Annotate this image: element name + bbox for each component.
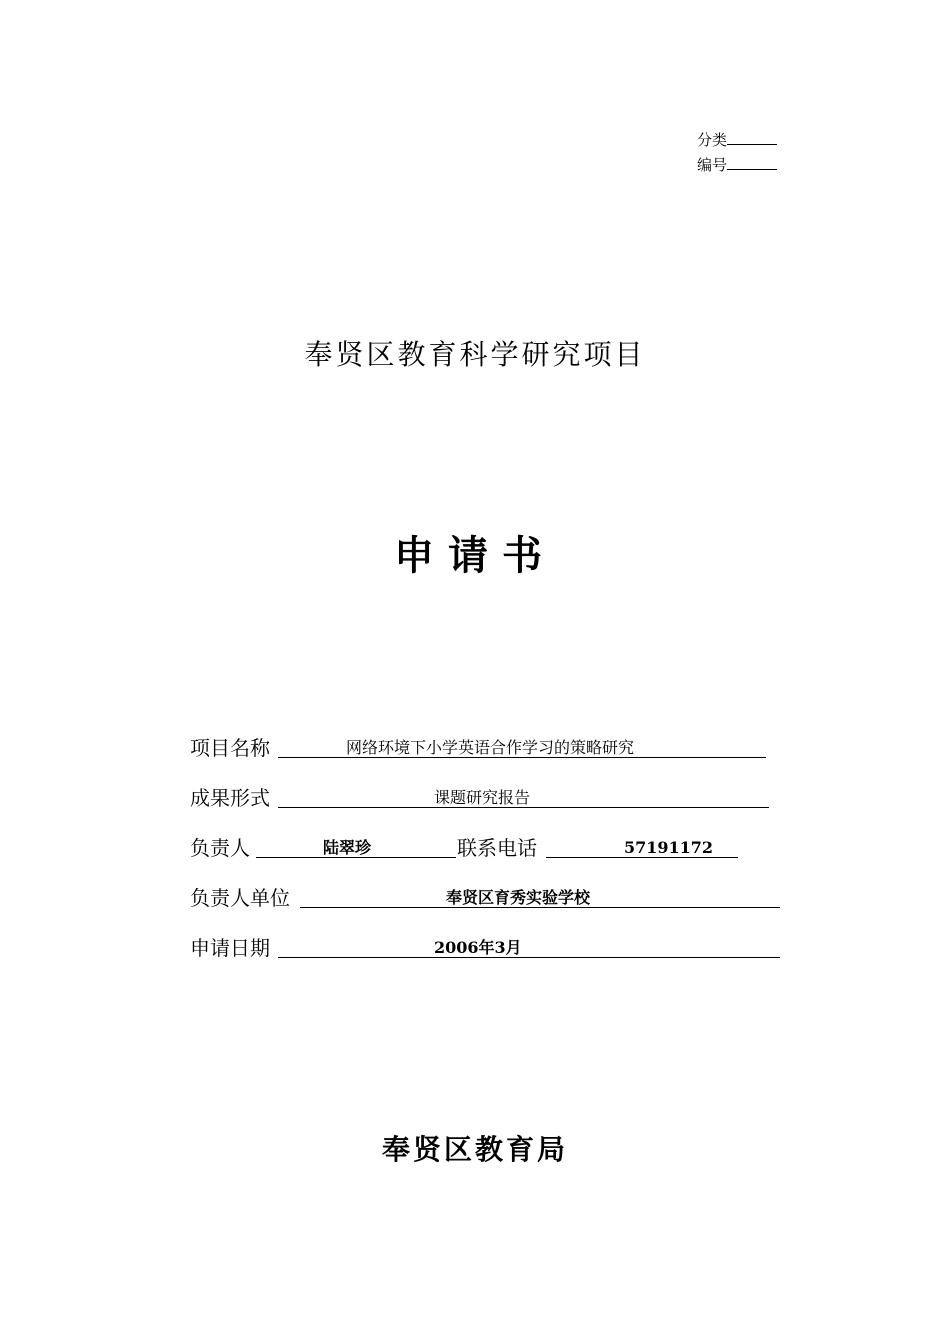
project-name-value: 网络环境下小学英语合作学习的策略研究 [346, 738, 635, 757]
responsible-value: 陆翠珍 [323, 838, 372, 857]
responsible-row [190, 834, 770, 864]
project-type-title: 奉贤区教育科学研究项目 [304, 338, 646, 371]
issuer: 奉贤区教育局 [381, 1133, 568, 1166]
project-name-row [190, 734, 770, 764]
apply-date-underline [278, 957, 780, 958]
result-form-label: 成果形式 [190, 786, 270, 810]
document-title: 申请书 [394, 533, 556, 579]
unit-row [190, 884, 782, 914]
category-blank [727, 130, 777, 145]
apply-date-label: 申请日期 [190, 936, 270, 960]
result-form-value: 课题研究报告 [434, 788, 531, 807]
apply-date-value: 2006年3月 [434, 938, 522, 957]
project-name-label: 项目名称 [190, 736, 270, 760]
result-form-row [190, 784, 770, 814]
unit-label: 负责人单位 [190, 886, 290, 910]
number-label: 编号 [697, 156, 728, 174]
category-field [697, 130, 777, 149]
responsible-label: 负责人 [190, 836, 250, 860]
unit-value: 奉贤区育秀实验学校 [446, 888, 591, 907]
apply-date-row [190, 934, 782, 964]
number-blank [727, 155, 777, 170]
category-label: 分类 [697, 131, 728, 149]
number-field [697, 155, 777, 174]
phone-label: 联系电话 [457, 836, 537, 860]
phone-value: 57191172 [624, 838, 714, 857]
